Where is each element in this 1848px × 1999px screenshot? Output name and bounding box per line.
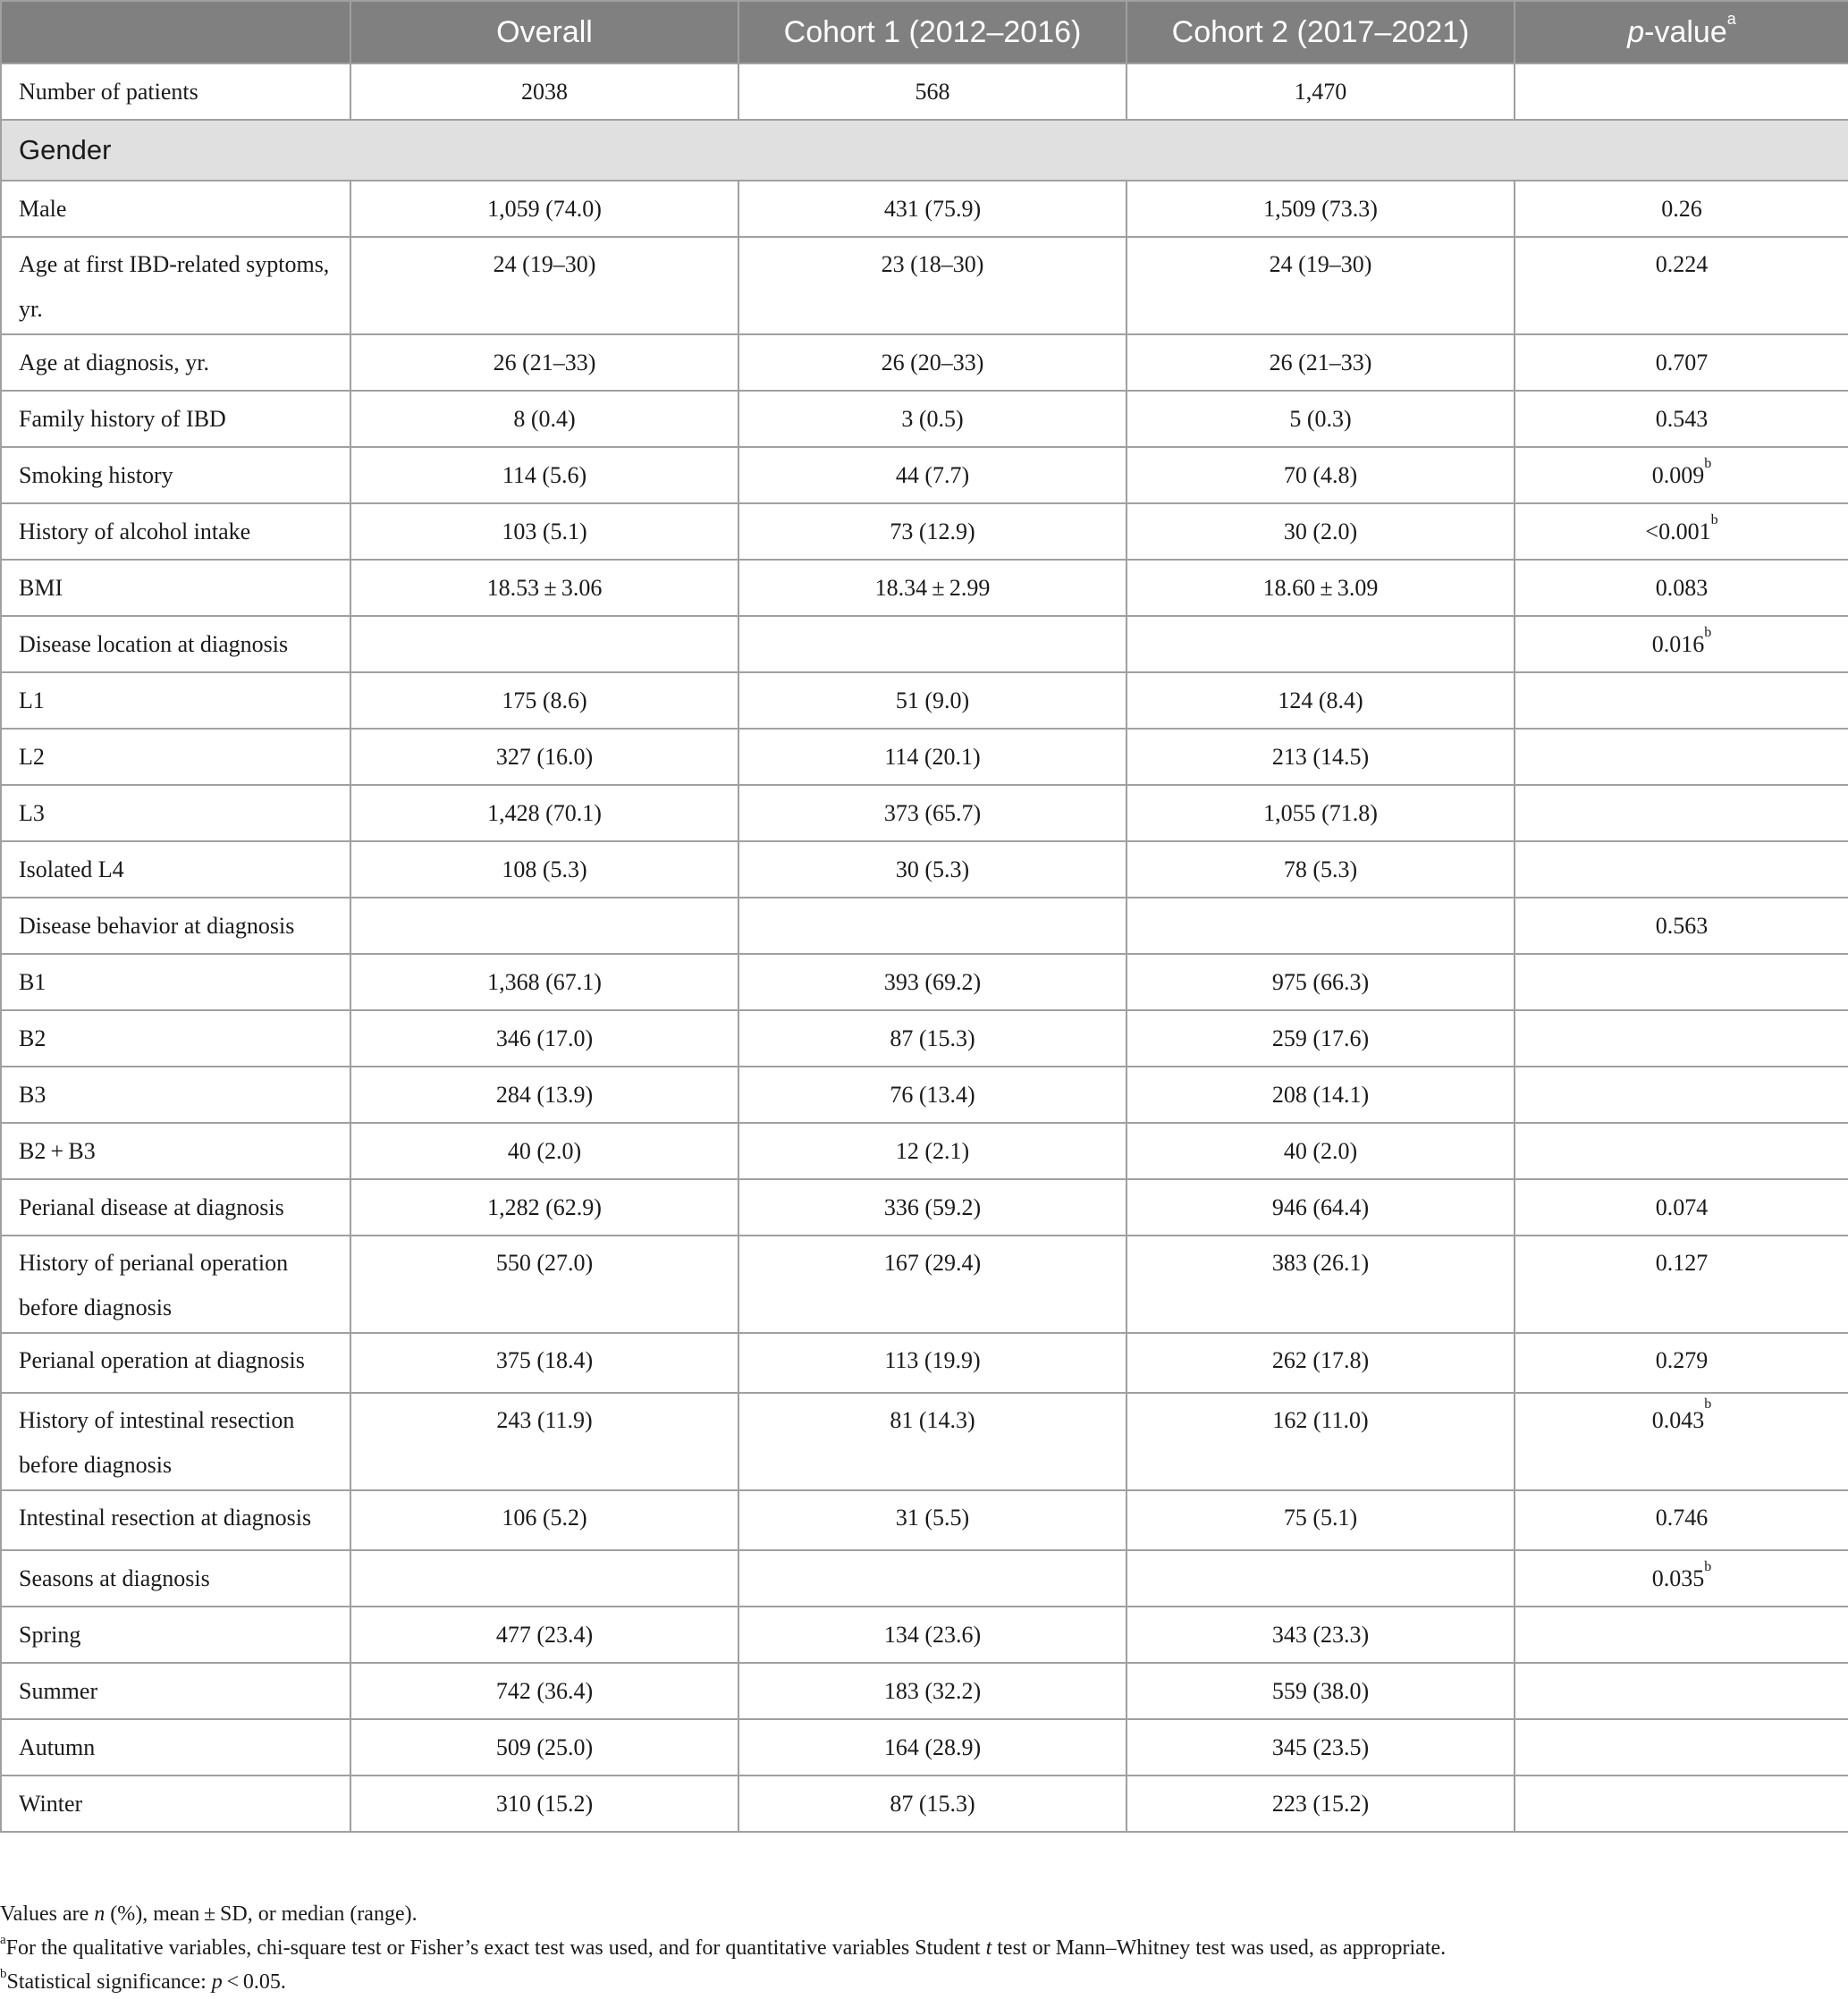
table-row <box>1 616 1848 672</box>
p-value-cell <box>1515 1775 1848 1832</box>
cohort-2-cell <box>1127 1393 1515 1490</box>
cohort-2-cell-value: 70 (4.8) <box>1283 462 1358 488</box>
patients-cohort-2: 1,470 <box>1127 63 1515 120</box>
p-value-cell-value: 0.035 <box>1651 1565 1705 1591</box>
overall-cell <box>350 181 738 237</box>
cohort-2-cell <box>1127 503 1515 560</box>
p-value-cell <box>1515 1607 1848 1663</box>
row-label: Family history of IBD <box>1 391 350 447</box>
cohort-2-cell-value: 213 (14.5) <box>1271 744 1370 770</box>
row-label: Isolated L4 <box>1 841 350 898</box>
cohort-2-cell-value: 78 (5.3) <box>1283 856 1358 882</box>
table-row <box>1 1393 1848 1490</box>
cohort-1-cell <box>738 672 1127 729</box>
overall-cell-value: 310 (15.2) <box>495 1791 594 1817</box>
header-cohort-2: Cohort 2 (2017–2021) <box>1127 1 1515 63</box>
cohort-2-cell <box>1127 1010 1515 1067</box>
overall-cell-value: 106 (5.2) <box>502 1505 587 1531</box>
overall-cell-value: 509 (25.0) <box>495 1734 594 1760</box>
cohort-2-cell-value: 223 (15.2) <box>1271 1791 1370 1817</box>
patients-cohort-1: 568 <box>738 63 1127 120</box>
row-label: Intestinal resection at diagnosis <box>1 1490 350 1550</box>
table-row <box>1 841 1848 898</box>
p-value-cell <box>1515 729 1848 785</box>
cohort-1-cell-value: 76 (13.4) <box>890 1082 975 1108</box>
overall-cell <box>350 1123 738 1179</box>
overall-cell <box>350 954 738 1010</box>
row-label: L1 <box>1 672 350 729</box>
overall-cell-value: 375 (18.4) <box>495 1347 594 1373</box>
cohort-1-cell <box>738 1607 1127 1663</box>
cohort-2-cell-value: 5 (0.3) <box>1289 406 1352 432</box>
overall-cell-value: 284 (13.9) <box>495 1082 594 1108</box>
table-row <box>1 1719 1848 1775</box>
significance-marker: b <box>1704 625 1712 640</box>
table-row <box>1 1236 1848 1333</box>
cohort-1-cell-value: 183 (32.2) <box>883 1678 982 1704</box>
row-label: History of alcohol intake <box>1 503 350 560</box>
row-label: L2 <box>1 729 350 785</box>
p-value-cell <box>1515 1123 1848 1179</box>
cohort-2-cell-value: 40 (2.0) <box>1283 1138 1358 1164</box>
overall-cell <box>350 1719 738 1775</box>
cohort-1-cell-value: 23 (18–30) <box>881 251 984 277</box>
overall-cell <box>350 616 738 672</box>
row-label: History of intestinal resection before diagnosis <box>1 1393 350 1490</box>
table-row <box>1 237 1848 334</box>
cohort-1-cell <box>738 1775 1127 1832</box>
cohort-1-cell-value: 373 (65.7) <box>883 800 982 826</box>
cohort-1-cell-value: 31 (5.5) <box>895 1505 970 1531</box>
row-label: L3 <box>1 785 350 841</box>
footnote-a-marker: a <box>0 1933 6 1947</box>
table-row <box>1 1550 1848 1607</box>
cohort-1-cell-value: 113 (19.9) <box>884 1347 981 1373</box>
row-label: B2 <box>1 1010 350 1067</box>
overall-cell <box>350 391 738 447</box>
cohort-2-cell-value: 26 (21–33) <box>1269 350 1372 375</box>
footnote-b <box>0 1965 1848 1999</box>
overall-cell <box>350 503 738 560</box>
cohort-1-cell <box>738 1123 1127 1179</box>
p-value-cell-value: 0.746 <box>1655 1505 1709 1531</box>
p-value-cell-value: 0.083 <box>1655 575 1709 601</box>
overall-cell-value: 327 (16.0) <box>495 744 594 770</box>
p-value-cell-value: 0.279 <box>1655 1347 1709 1373</box>
p-value-cell <box>1515 1719 1848 1775</box>
significance-marker: b <box>1710 512 1718 527</box>
footnote-b-post: < 0.05. <box>222 1970 286 1994</box>
table-row <box>1 1010 1848 1067</box>
overall-cell-value: 742 (36.4) <box>495 1678 594 1704</box>
p-value-cell-value: 0.707 <box>1655 350 1709 375</box>
patients-label: Number of patients <box>1 63 350 120</box>
cohort-1-cell-value: 167 (29.4) <box>883 1250 982 1276</box>
cohort-2-cell <box>1127 1333 1515 1393</box>
cohort-2-cell-value: 18.60 ± 3.09 <box>1262 575 1379 601</box>
cohort-2-cell <box>1127 447 1515 503</box>
footnote-b-pre: Statistical significance: <box>6 1970 212 1994</box>
table-row <box>1 1607 1848 1663</box>
cohort-2-cell <box>1127 672 1515 729</box>
cohort-1-cell-value: 87 (15.3) <box>890 1791 975 1817</box>
overall-cell-value: 108 (5.3) <box>502 856 587 882</box>
header-blank <box>1 1 350 63</box>
significance-marker: b <box>1704 1559 1712 1574</box>
overall-cell-value: 1,368 (67.1) <box>487 969 602 995</box>
cohort-2-cell <box>1127 1607 1515 1663</box>
cohort-1-cell <box>738 785 1127 841</box>
cohort-2-cell <box>1127 1663 1515 1719</box>
cohort-2-cell-value: 559 (38.0) <box>1271 1678 1370 1704</box>
table-row <box>1 898 1848 954</box>
header-p-italic: p <box>1627 15 1645 49</box>
cohort-2-cell-value: 1,055 (71.8) <box>1263 800 1378 826</box>
cohort-2-cell-value: 162 (11.0) <box>1272 1407 1369 1433</box>
cohort-2-cell <box>1127 1236 1515 1333</box>
row-label: Age at first IBD-related syptoms, yr. <box>1 237 350 334</box>
cohort-2-cell <box>1127 1775 1515 1832</box>
p-value-cell-value: 0.074 <box>1655 1194 1709 1220</box>
cohort-1-cell <box>738 237 1127 334</box>
p-value-cell <box>1515 1010 1848 1067</box>
row-label: Disease location at diagnosis <box>1 616 350 672</box>
cohort-1-cell-value: 44 (7.7) <box>895 462 970 488</box>
table-row <box>1 1663 1848 1719</box>
table-row <box>1 391 1848 447</box>
p-value-cell-value: 0.016 <box>1651 631 1705 657</box>
cohort-2-cell-value: 975 (66.3) <box>1271 969 1370 995</box>
p-value-cell <box>1515 672 1848 729</box>
cohort-2-cell <box>1127 1550 1515 1607</box>
cohort-2-cell-value: 259 (17.6) <box>1271 1025 1370 1051</box>
table-row <box>1 1775 1848 1832</box>
overall-cell-value: 26 (21–33) <box>493 350 596 375</box>
p-value-cell-value: <0.001 <box>1645 519 1711 544</box>
cohort-1-cell <box>738 447 1127 503</box>
overall-cell <box>350 237 738 334</box>
cohort-2-cell-value: 262 (17.8) <box>1271 1347 1370 1373</box>
cohort-1-cell-value: 393 (69.2) <box>883 969 982 995</box>
cohort-2-cell-value: 1,509 (73.3) <box>1263 196 1378 222</box>
overall-cell <box>350 447 738 503</box>
p-value-cell-value: 0.009 <box>1651 462 1705 488</box>
cohort-2-cell <box>1127 1490 1515 1550</box>
significance-marker: b <box>1704 456 1712 471</box>
overall-cell-value: 550 (27.0) <box>495 1250 594 1276</box>
row-label: Disease behavior at diagnosis <box>1 898 350 954</box>
cohort-1-cell <box>738 1490 1127 1550</box>
p-value-cell <box>1515 560 1848 616</box>
overall-cell-value: 18.53 ± 3.06 <box>486 575 603 601</box>
footnote-b-marker: b <box>0 1967 7 1981</box>
footnote-values-post: (%), mean ± SD, or median (range). <box>105 1902 418 1926</box>
row-label: Summer <box>1 1663 350 1719</box>
significance-marker: b <box>1704 1396 1712 1412</box>
footnote-values-italic: n <box>94 1902 105 1926</box>
overall-cell-value: 24 (19–30) <box>493 251 596 277</box>
p-value-cell <box>1515 1663 1848 1719</box>
table-row <box>1 503 1848 560</box>
row-label: BMI <box>1 560 350 616</box>
cohort-1-cell-value: 164 (28.9) <box>883 1734 982 1760</box>
cohort-2-cell-value: 75 (5.1) <box>1283 1505 1358 1531</box>
row-label: Smoking history <box>1 447 350 503</box>
cohort-1-cell <box>738 181 1127 237</box>
footnote-a <box>0 1931 1848 1965</box>
p-value-cell <box>1515 447 1848 503</box>
table-row <box>1 181 1848 237</box>
cohort-2-cell-value: 383 (26.1) <box>1271 1250 1370 1276</box>
p-value-cell-value: 0.543 <box>1655 406 1709 432</box>
cohort-2-cell <box>1127 785 1515 841</box>
cohort-2-cell-value: 24 (19–30) <box>1269 251 1372 277</box>
overall-cell-value: 40 (2.0) <box>507 1138 582 1164</box>
cohort-1-cell-value: 87 (15.3) <box>890 1025 975 1051</box>
overall-cell <box>350 1550 738 1607</box>
overall-cell <box>350 334 738 391</box>
overall-cell-value: 1,059 (74.0) <box>487 196 602 222</box>
overall-cell <box>350 560 738 616</box>
p-value-cell-value: 0.127 <box>1655 1250 1709 1276</box>
cohort-1-cell <box>738 1179 1127 1236</box>
overall-cell <box>350 1607 738 1663</box>
overall-cell <box>350 729 738 785</box>
cohort-1-cell <box>738 334 1127 391</box>
patients-row <box>1 63 1848 120</box>
p-value-cell <box>1515 1333 1848 1393</box>
overall-cell <box>350 1236 738 1333</box>
row-label: B1 <box>1 954 350 1010</box>
footnote-a-italic: t <box>985 1936 992 1960</box>
row-label: Winter <box>1 1775 350 1832</box>
header-p-sup: a <box>1726 10 1736 28</box>
cohort-2-cell <box>1127 181 1515 237</box>
cohort-2-cell-value: 30 (2.0) <box>1283 519 1358 544</box>
cohort-2-cell <box>1127 954 1515 1010</box>
cohort-1-cell <box>738 1719 1127 1775</box>
table-row <box>1 560 1848 616</box>
row-label: Perianal disease at diagnosis <box>1 1179 350 1236</box>
overall-cell <box>350 1663 738 1719</box>
overall-cell-value: 1,428 (70.1) <box>487 800 602 826</box>
row-label: Seasons at diagnosis <box>1 1550 350 1607</box>
table-row <box>1 1067 1848 1123</box>
patients-overall: 2038 <box>350 63 738 120</box>
table-row <box>1 1123 1848 1179</box>
section-row <box>1 120 1848 181</box>
cohort-1-cell-value: 26 (20–33) <box>881 350 984 375</box>
overall-cell <box>350 672 738 729</box>
row-label: Age at diagnosis, yr. <box>1 334 350 391</box>
p-value-cell-value: 0.224 <box>1655 251 1709 277</box>
table-row <box>1 672 1848 729</box>
overall-cell <box>350 1067 738 1123</box>
row-label: B3 <box>1 1067 350 1123</box>
table-row <box>1 1179 1848 1236</box>
row-label: Male <box>1 181 350 237</box>
cohort-1-cell <box>738 841 1127 898</box>
overall-cell <box>350 785 738 841</box>
cohort-1-cell-value: 431 (75.9) <box>883 196 982 222</box>
overall-cell <box>350 1010 738 1067</box>
overall-cell <box>350 1490 738 1550</box>
cohort-1-cell <box>738 1393 1127 1490</box>
cohort-2-cell-value: 946 (64.4) <box>1271 1194 1370 1220</box>
cohort-2-cell <box>1127 237 1515 334</box>
cohort-1-cell <box>738 1067 1127 1123</box>
overall-cell <box>350 1333 738 1393</box>
overall-cell <box>350 1393 738 1490</box>
overall-cell <box>350 841 738 898</box>
table-row <box>1 447 1848 503</box>
cohort-1-cell <box>738 616 1127 672</box>
cohort-1-cell <box>738 954 1127 1010</box>
cohort-1-cell-value: 30 (5.3) <box>895 856 970 882</box>
cohort-1-cell <box>738 560 1127 616</box>
p-value-cell <box>1515 1067 1848 1123</box>
row-label: Perianal operation at diagnosis <box>1 1333 350 1393</box>
header-overall: Overall <box>350 1 738 63</box>
footnotes <box>0 1897 1848 1999</box>
cohort-1-cell <box>738 1550 1127 1607</box>
cohort-2-cell <box>1127 560 1515 616</box>
footnote-values-pre: Values are <box>0 1902 95 1926</box>
cohort-2-cell-value: 208 (14.1) <box>1271 1082 1370 1108</box>
cohort-2-cell <box>1127 334 1515 391</box>
cohort-1-cell-value: 114 (20.1) <box>884 744 981 770</box>
p-value-cell <box>1515 1236 1848 1333</box>
overall-cell-value: 114 (5.6) <box>502 462 587 488</box>
cohort-2-cell <box>1127 1123 1515 1179</box>
p-value-cell <box>1515 503 1848 560</box>
p-value-cell <box>1515 1393 1848 1490</box>
cohort-2-cell <box>1127 616 1515 672</box>
p-value-cell <box>1515 616 1848 672</box>
cohort-1-cell <box>738 729 1127 785</box>
cohort-1-cell-value: 81 (14.3) <box>890 1407 975 1433</box>
p-value-cell <box>1515 898 1848 954</box>
cohort-1-cell-value: 73 (12.9) <box>890 519 975 544</box>
cohort-1-cell <box>738 391 1127 447</box>
table-row <box>1 1333 1848 1393</box>
cohort-2-cell <box>1127 1719 1515 1775</box>
cohort-2-cell <box>1127 1067 1515 1123</box>
footnote-a-post: test or Mann–Whitney test was used, as appropriate. <box>992 1936 1447 1960</box>
p-value-cell-value: 0.26 <box>1661 196 1702 222</box>
p-value-cell <box>1515 954 1848 1010</box>
overall-cell-value: 477 (23.4) <box>495 1622 594 1648</box>
row-label: B2 + B3 <box>1 1123 350 1179</box>
p-value-cell <box>1515 237 1848 334</box>
overall-cell-value: 103 (5.1) <box>502 519 587 544</box>
header-row <box>1 1 1848 63</box>
p-value-cell <box>1515 1490 1848 1550</box>
overall-cell-value: 1,282 (62.9) <box>487 1194 602 1220</box>
footnote-a-pre: For the qualitative variables, chi-square test or Fisher’s exact test was used, and for quantitative variables Student <box>5 1936 986 1960</box>
p-value-cell <box>1515 1179 1848 1236</box>
overall-cell-value: 346 (17.0) <box>495 1025 594 1051</box>
cohort-1-cell <box>738 1333 1127 1393</box>
overall-cell-value: 8 (0.4) <box>513 406 576 432</box>
p-value-cell <box>1515 181 1848 237</box>
patients-p-value <box>1515 63 1848 120</box>
cohort-1-cell-value: 12 (2.1) <box>895 1138 970 1164</box>
cohort-2-cell-value: 124 (8.4) <box>1278 687 1363 713</box>
row-label: History of perianal operation before diagnosis <box>1 1236 350 1333</box>
cohort-1-cell-value: 51 (9.0) <box>895 687 970 713</box>
overall-cell-value: 175 (8.6) <box>502 687 587 713</box>
cohort-2-cell <box>1127 898 1515 954</box>
footnote-values <box>0 1897 1848 1931</box>
overall-cell <box>350 898 738 954</box>
footnote-b-italic: p <box>211 1970 223 1994</box>
cohort-1-cell-value: 134 (23.6) <box>883 1622 982 1648</box>
p-value-cell <box>1515 391 1848 447</box>
overall-cell-value: 243 (11.9) <box>496 1407 593 1433</box>
header-p-rest: -value <box>1644 15 1727 49</box>
section-title: Gender <box>1 120 1848 181</box>
cohort-1-cell <box>738 1010 1127 1067</box>
table-row <box>1 334 1848 391</box>
p-value-cell-value: 0.563 <box>1655 913 1709 939</box>
cohort-1-cell <box>738 1663 1127 1719</box>
p-value-cell <box>1515 1550 1848 1607</box>
row-label: Spring <box>1 1607 350 1663</box>
p-value-cell-value: 0.043 <box>1651 1407 1705 1433</box>
cohort-1-cell-value: 3 (0.5) <box>901 406 964 432</box>
cohort-2-cell-value: 345 (23.5) <box>1271 1734 1370 1760</box>
cohort-2-cell-value: 343 (23.3) <box>1271 1622 1370 1648</box>
p-value-cell <box>1515 334 1848 391</box>
cohort-2-cell <box>1127 841 1515 898</box>
p-value-cell <box>1515 785 1848 841</box>
cohort-2-cell <box>1127 729 1515 785</box>
row-label: Autumn <box>1 1719 350 1775</box>
cohort-1-cell <box>738 1236 1127 1333</box>
table-row <box>1 729 1848 785</box>
header-p-value <box>1515 1 1848 63</box>
overall-cell <box>350 1179 738 1236</box>
cohort-1-cell <box>738 503 1127 560</box>
header-cohort-1: Cohort 1 (2012–2016) <box>738 1 1127 63</box>
p-value-cell <box>1515 841 1848 898</box>
cohort-1-cell <box>738 898 1127 954</box>
overall-cell <box>350 1775 738 1832</box>
cohort-2-cell <box>1127 1179 1515 1236</box>
cohort-2-cell <box>1127 391 1515 447</box>
table-row <box>1 954 1848 1010</box>
table-row <box>1 785 1848 841</box>
table-row <box>1 1490 1848 1550</box>
cohort-1-cell-value: 336 (59.2) <box>883 1194 982 1220</box>
cohort-1-cell-value: 18.34 ± 2.99 <box>874 575 991 601</box>
